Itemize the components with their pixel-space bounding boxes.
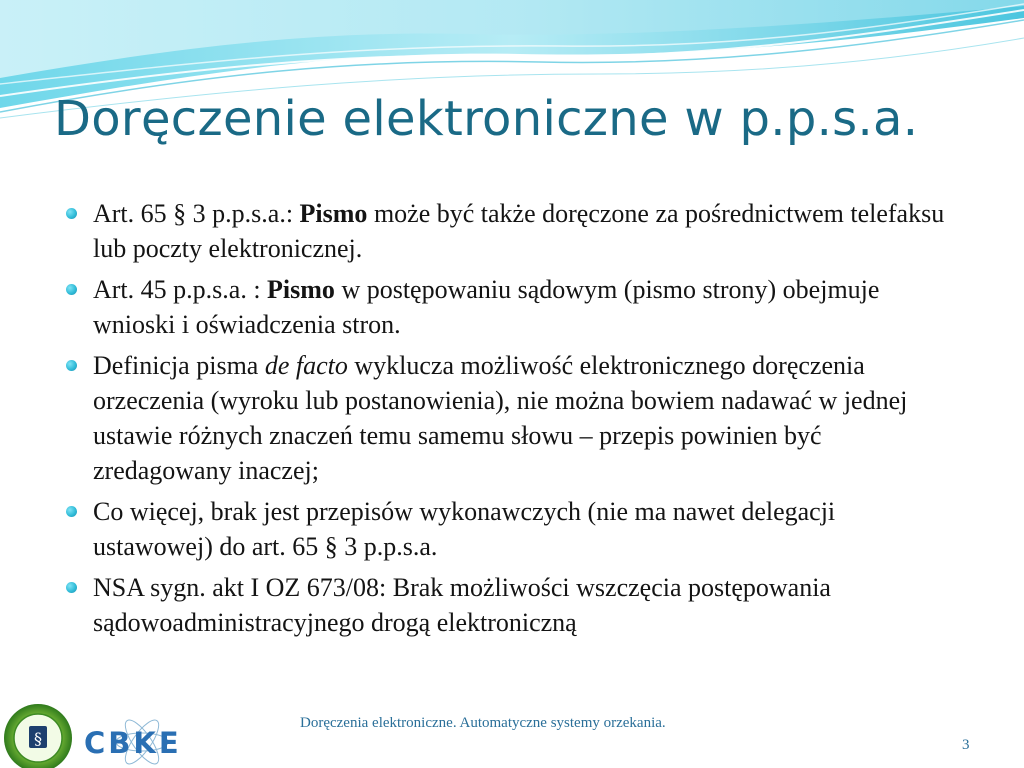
item-text: Definicja pisma bbox=[93, 351, 265, 380]
cbke-logo-text: CBKE bbox=[84, 726, 182, 760]
item-text: NSA sygn. akt I OZ 673/08: Brak możliwości wszczęcia postępowania sądowoadministracyjnego drogą elektroniczną bbox=[93, 573, 831, 637]
bullet-item bbox=[66, 196, 946, 266]
bullet-item bbox=[66, 272, 946, 342]
item-text: wyklucza możliwość elektronicznego doręczenia orzeczenia (wyroku lub postanowienia), nie można bowiem nadawać w jednej ustawie różnych znaczeń temu samemu słowu – przepis powinien być zredagowany inaczej; bbox=[93, 351, 908, 485]
bullet-icon bbox=[66, 208, 77, 219]
item-text: Art. 45 p.p.s.a. : bbox=[93, 275, 268, 304]
item-text: Art. 65 § 3 p.p.s.a.: bbox=[93, 199, 300, 228]
item-bold-term: Pismo bbox=[267, 275, 335, 304]
logo-paragraph-symbol: § bbox=[34, 729, 42, 748]
item-italic-term: de facto bbox=[264, 351, 348, 380]
item-text: może być także doręczone za pośrednictwem telefaksu lub poczty elektronicznej. bbox=[93, 199, 945, 263]
bullet-icon bbox=[66, 360, 77, 371]
bullet-item bbox=[66, 494, 946, 564]
bullet-icon bbox=[66, 506, 77, 517]
bullet-icon bbox=[66, 582, 77, 593]
footer-text: Doręczenia elektroniczne. Automatyczne systemy orzekania. bbox=[300, 715, 666, 731]
item-text: w postępowaniu sądowym (pismo strony) obejmuje wnioski i oświadczenia stron. bbox=[93, 275, 880, 339]
cbke-logo bbox=[82, 718, 192, 766]
page-number: 3 bbox=[962, 737, 970, 753]
item-text: Co więcej, brak jest przepisów wykonawczych (nie ma nawet delegacji ustawowej) do art. 65 § 3 p.p.s.a. bbox=[93, 497, 836, 561]
blok-prawa-komputerowego-logo bbox=[0, 700, 78, 768]
bullet-item bbox=[66, 570, 946, 640]
item-bold-term: Pismo bbox=[299, 199, 368, 228]
slide-title: Doręczenie elektroniczne w p.p.s.a. bbox=[54, 91, 919, 147]
bullet-item bbox=[66, 348, 946, 488]
bullet-list bbox=[66, 196, 946, 646]
bullet-icon bbox=[66, 284, 77, 295]
